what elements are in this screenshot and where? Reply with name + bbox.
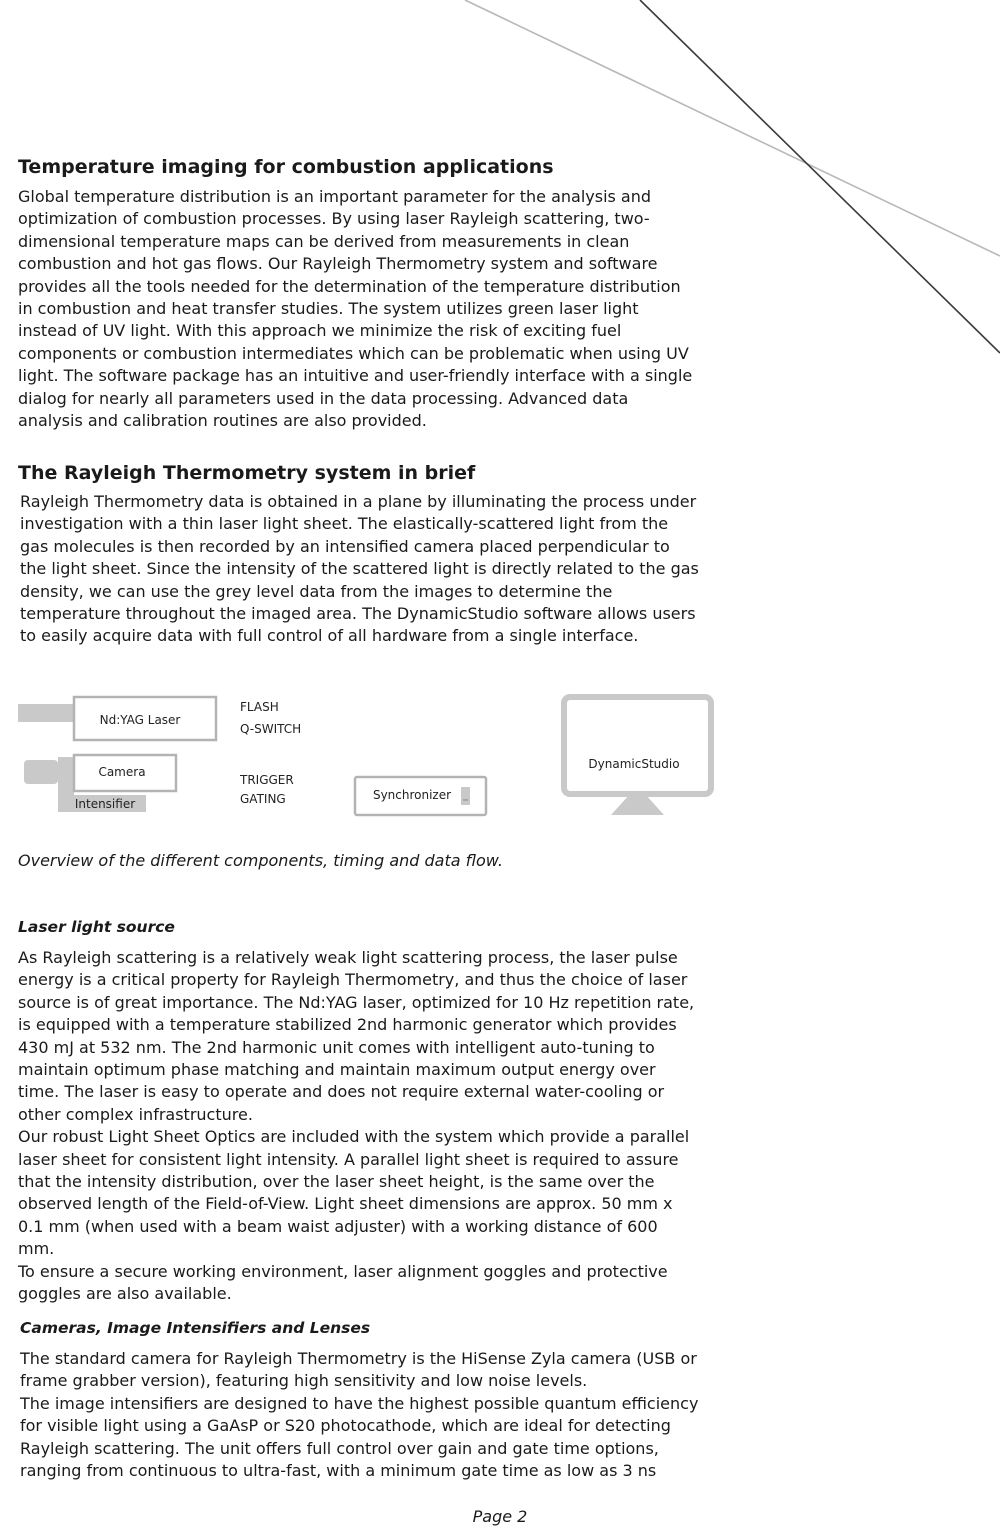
diagram-caption: Overview of the different components, timing and data flow.: [18, 851, 503, 870]
section-system: [18, 461, 718, 648]
section-body: Global temperature distribution is an important parameter for the analysis and optimization of combustion processes. By using laser Rayleigh scattering, two-dimensional temperature maps can be derived from measurements in clean combustion and hot gas flows. Our Rayleigh Thermometry system and software provides all the tools needed for the determination of the temperature distribution in combustion and heat transfer studies. The system utilizes green laser light instead of UV light. With this approach we minimize the risk of exciting fuel components or combustion intermediates which can be problematic when using UV light. The software package has an intuitive and user-friendly interface with a single dialog for nearly all parameters used in the data processing. Advanced data analysis and calibration routines are also provided.: [18, 187, 693, 431]
laser-head-shape: [18, 704, 76, 722]
laser-label: Nd:YAG Laser: [99, 713, 181, 727]
intensifier-label: Intensifier: [74, 797, 136, 811]
paragraph: The standard camera for Rayleigh Thermometry is the HiSense Zyla camera (USB or frame grabber version), featuring high sensitivity and low noise levels.: [20, 1349, 697, 1391]
section-cameras: [20, 1317, 720, 1482]
paragraph: To ensure a secure working environment, laser alignment goggles and protective goggles are also available.: [18, 1261, 668, 1304]
section-heading: Cameras, Image Intensifiers and Lenses: [20, 1319, 371, 1337]
section-body: Rayleigh Thermometry data is obtained in a plane by illuminating the process under investigation with a thin laser light sheet. The elastically-scattered light from the gas molecules is then recorded by an intensified camera placed perpendicular to the light sheet. Since the intensity of the scattered light is directly related to the gas density, we can use the grey level data from the images to determine the temperature throughout the imaged area. The DynamicStudio software allows users to easily acquire data with full control of all hardware from a single interface.: [20, 492, 699, 646]
section-body: [18, 947, 698, 1306]
system-diagram: [0, 680, 730, 830]
camera-label: Camera: [98, 765, 146, 779]
section-body: [20, 1348, 700, 1482]
qswitch-label: Q-SWITCH: [240, 722, 302, 736]
section-temperature: [18, 155, 718, 432]
monitor-shape: [564, 697, 711, 794]
synchronizer-label: Synchronizer: [372, 788, 452, 802]
section-heading: The Rayleigh Thermometry system in brief: [18, 462, 476, 484]
trigger-label: TRIGGER: [240, 773, 294, 787]
page-number: Page 2: [472, 1507, 528, 1526]
section-laser: [18, 916, 718, 1306]
paragraph: As Rayleigh scattering is a relatively weak light scattering process, the laser pulse energy is a critical property for Rayleigh Thermometry, and thus the choice of laser source is of great importance. The Nd:YAG laser, optimized for 10 Hz repetition rate, is equipped with a temperature stabilized 2nd harmonic generator which provides 430 mJ at 532 nm. The 2nd harmonic unit comes with intelligent auto-tuning to maintain optimum phase matching and maintain maximum output energy over time. The laser is easy to operate and does not require external water-cooling or other complex infrastructure.: [18, 948, 695, 1124]
section-heading: Temperature imaging for combustion applications: [18, 156, 554, 178]
flash-label: FLASH: [240, 700, 279, 714]
monitor-stand-shape: [611, 794, 664, 815]
section-heading: Laser light source: [18, 918, 175, 936]
gating-label: GATING: [240, 792, 286, 806]
paragraph: The image intensifiers are designed to have the highest possible quantum efficiency for visible light using a GaAsP or S20 photocathode, which are ideal for detecting Rayleigh scattering. The unit offers full control over gain and gate time options, ranging from continuous to ultra-fast, with a minimum gate time as low as 3 ns: [20, 1393, 699, 1481]
camera-lens-shape: [24, 760, 58, 784]
software-label: DynamicStudio: [588, 757, 680, 771]
paragraph: Our robust Light Sheet Optics are included with the system which provide a parallel laser sheet for consistent light intensity. A parallel light sheet is required to assure that the intensity distribution, over the laser sheet height, is the same over the observed length of the Field-of-View. Light sheet dimensions are approx. 50 mm x 0.1 mm (when used with a beam waist adjuster) with a working distance of 600 mm.: [18, 1127, 690, 1259]
synchronizer-indicator: [461, 787, 470, 805]
